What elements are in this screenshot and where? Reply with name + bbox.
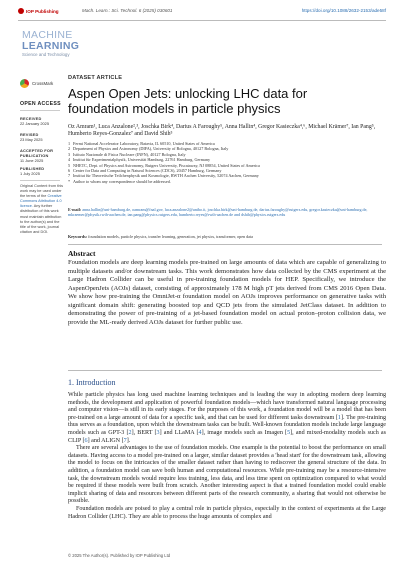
article-type: DATASET ARTICLE bbox=[68, 75, 123, 81]
keywords-label: Keywords: bbox=[68, 234, 88, 239]
history-received bbox=[20, 116, 64, 126]
affiliation-text: Center for Data and Computing in Natural Sciences (CDCS), 20457 Hamburg, Germany bbox=[73, 168, 222, 174]
affiliation-number: 6 bbox=[68, 168, 71, 174]
affiliation-item bbox=[68, 179, 384, 184]
paragraph: Foundation models are poised to play a central role in particle physics, especially in the context of experiments at the Large Hadron Collider (LHC). They are able to process the huge amounts of complex and bbox=[68, 505, 386, 520]
abstract-divider-top bbox=[68, 244, 382, 245]
running-header bbox=[18, 8, 386, 18]
license-rest: Any further distribution of this work must maintain attribution to the author(s) and the title of the work, journal citation and DOI. bbox=[20, 204, 62, 234]
text-run: ], and mixed-modality models such as CLIP [ bbox=[68, 429, 386, 444]
keywords-block bbox=[68, 234, 384, 239]
affiliation-text: Istituto Nazionale di Fisica Nucleare (INFN), 40127 Bologna, Italy bbox=[73, 151, 186, 157]
affiliation-text: Department of Physics and Astronomy (DIFA), University of Bologna, 40127 Bologna, Italy bbox=[73, 146, 229, 152]
text-run: ]. bbox=[126, 437, 131, 444]
affiliation-text: Fermi National Accelerator Laboratory, Batavia, IL 60510, United States of America bbox=[73, 141, 215, 146]
history-value: 1 July 2025 bbox=[20, 171, 40, 176]
citation-link[interactable]: 2 bbox=[128, 429, 132, 436]
history-value: 23 May 2025 bbox=[20, 137, 43, 142]
text-run: ] and LLaMA [ bbox=[159, 429, 199, 436]
author-list bbox=[68, 124, 384, 139]
affiliation-number: 4 bbox=[68, 157, 71, 163]
citation-link[interactable]: 1 bbox=[337, 414, 341, 421]
affiliation-text: Institut für Experimentalphysik, Universität Hamburg, 22761 Hamburg, Germany bbox=[73, 157, 211, 163]
text-run: While particle physics has long used machine learning techniques and is leading the way in adopting modern deep learning methods, the development and application of powerful foundation models—which have transformed natural language processing and computer vision—is still in its early stages. For the purposes of this work, a foundation model will be a model that has been pre-trained on a large amount of data for a specific task, and that can be used for different tasks downstream [ bbox=[68, 392, 386, 421]
affiliation-number: 5 bbox=[68, 162, 71, 168]
doi-link[interactable]: https://doi.org/10.1088/2632-2153/ade58f bbox=[301, 8, 386, 13]
header-divider bbox=[18, 20, 386, 21]
article-title: Aspen Open Jets: unlocking LHC data for foundation models in particle physics bbox=[68, 86, 308, 116]
history-value: 11 June 2025 bbox=[20, 158, 44, 163]
email-label: E-mail: bbox=[68, 207, 82, 212]
history-accepted bbox=[20, 148, 64, 163]
affiliation-text: Author to whom any correspondence should be addressed. bbox=[73, 178, 171, 184]
history-label: ACCEPTED FOR PUBLICATION bbox=[20, 148, 54, 158]
affiliation-number: 1 bbox=[68, 141, 71, 146]
license-intro: Original Content from this work may be used under the terms of the bbox=[20, 184, 64, 199]
email-addresses[interactable]: anna.hallin@uni-hamburg.de, oamram@fnal.gov, luca.anzalone2@unibo.it, joschka.birk@uni-hamburg.de, darius.faroughy@rutgers.edu, gregor.kasieczka@uni-hamburg.de, mkraemer@physik.rwth-aachen.de, ian.pang@physics.rutgers.edu, humberto.reyes@rwth-aachen.de and dshih@physics.rutgers.edu bbox=[68, 207, 368, 218]
logo-line-subtitle: Science and Technology bbox=[22, 52, 70, 57]
history-published bbox=[20, 166, 64, 176]
journal-logo bbox=[22, 30, 112, 57]
citation-link[interactable]: 3 bbox=[156, 429, 160, 436]
history-label: REVISED bbox=[20, 132, 39, 137]
author-names: Oz Amram¹, Luca Anzalone²,³, Joschka Birk⁴, Darius A Faroughy⁵, Anna Hallin⁴, Gregor Kasieczka⁴,⁶, Michael Krämer⁷, Ian Pang⁵, Humberto Reyes-Gonzalez⁷ and David Shih⁵ bbox=[68, 124, 376, 138]
citation-link[interactable]: 7 bbox=[123, 437, 127, 444]
affiliation-number: * bbox=[68, 178, 71, 184]
logo-line-learning: LEARNING bbox=[22, 39, 80, 52]
open-access-label: OPEN ACCESS bbox=[20, 101, 61, 107]
citation-link[interactable]: 4 bbox=[198, 429, 202, 436]
journal-citation: Mach. Learn.: Sci. Technol. 6 (2025) 030601 bbox=[82, 8, 173, 13]
affiliation-text: NHETC, Dept. of Physics and Astronomy, Rutgers University, Piscataway, NJ 08854, United States of America bbox=[73, 162, 260, 168]
introduction-body bbox=[68, 392, 386, 521]
keywords-text: foundation models, particle physics, transfer learning, generation, jet physics, transformer, open data bbox=[88, 234, 253, 239]
history-revised bbox=[20, 132, 64, 142]
history-value: 22 January 2025 bbox=[20, 121, 49, 126]
history-label: RECEIVED bbox=[20, 116, 42, 121]
text-run: ] and ALIGN [ bbox=[87, 437, 124, 444]
iop-logo-icon bbox=[18, 8, 24, 14]
abstract-divider-bottom bbox=[68, 370, 382, 371]
section-heading-introduction: 1. Introduction bbox=[68, 378, 116, 387]
sidebar-divider bbox=[20, 180, 60, 181]
license-note bbox=[20, 184, 64, 235]
crossmark-label: CrossMark bbox=[32, 81, 54, 86]
text-run: ], BERT [ bbox=[131, 429, 157, 436]
email-block bbox=[68, 207, 384, 217]
affiliation-number: 3 bbox=[68, 151, 71, 157]
abstract-heading: Abstract bbox=[68, 249, 96, 258]
license-link[interactable]: Creative Commons Attribution 4.0 licence. bbox=[20, 194, 62, 209]
affiliation-text: Institut für Theoretische Teilchenphysik und Kosmologie, RWTH Aachen University, 52074 Aachen, Germany bbox=[73, 173, 259, 179]
paragraph bbox=[68, 392, 386, 445]
history-label: PUBLISHED bbox=[20, 166, 45, 171]
text-run: ], image models such as Imagen [ bbox=[201, 429, 288, 436]
sidebar-divider bbox=[20, 110, 60, 111]
abstract-text: Foundation models are deep learning models pre-trained on large amounts of data which are capable of generalizing to multiple datasets and/or downstream tasks. This work demonstrates how data collected by the CMS experiment at the Large Hadron Collider can be useful in pre-training foundation models for HEP. Specifically, we introduce the AspenOpenJets (AOJs) dataset, consisting of approximately 178 M high pT jets derived from CMS 2016 Open Data. We show how pre-training the OmniJet-α foundation model on AOJs improves performance on generative tasks with significant domain shift: generating boosted top and QCD jets from the simulated JetClass dataset. In addition to demonstrating the power of pre-training of a jet-based foundation model on actual proton–proton collision data, we provide the ML-ready derived AOJs dataset for further public use. bbox=[68, 259, 386, 326]
publisher-name: IOP Publishing bbox=[26, 8, 59, 14]
paragraph: There are several advantages to the use of foundation models. One example is the potential to boost the performance on small datasets. Having access to a model pre-trained on a larger, similar dataset provides a 'head start' for the downstream task, allowing the model to focus on the intricacies of the smaller dataset rather than having to rediscover the general structure of the data. In addition, a foundation model can save both human and computational resources. While pre-training may be a resource-intensive task, the downstream models would require less training, less data, and less time spent on optimization compared to what would be required if these models were built from scratch. Another interesting aspect is that a trained foundation model could enable implicit sharing of data and resources between different parts of the research community, a sharing that would not otherwise be possible. bbox=[68, 445, 386, 505]
citation-link[interactable]: 5 bbox=[287, 429, 291, 436]
logo-line-machine: MACHINE bbox=[22, 29, 73, 41]
text-run: ]. The pre-training thus serves as a foundation, upon which the downstream tasks can be built. Well-known foundation models include large language models such as GPT-3 [ bbox=[68, 414, 386, 436]
crossmark-badge[interactable] bbox=[20, 79, 53, 88]
affiliation-number: 7 bbox=[68, 173, 71, 179]
crossmark-icon bbox=[20, 79, 29, 88]
copyright-footer: © 2025 The Author(s). Published by IOP Publishing Ltd bbox=[68, 553, 171, 558]
publisher-badge bbox=[18, 8, 59, 14]
affiliation-list bbox=[68, 141, 384, 184]
citation-link[interactable]: 6 bbox=[84, 437, 88, 444]
affiliation-number: 2 bbox=[68, 146, 71, 152]
